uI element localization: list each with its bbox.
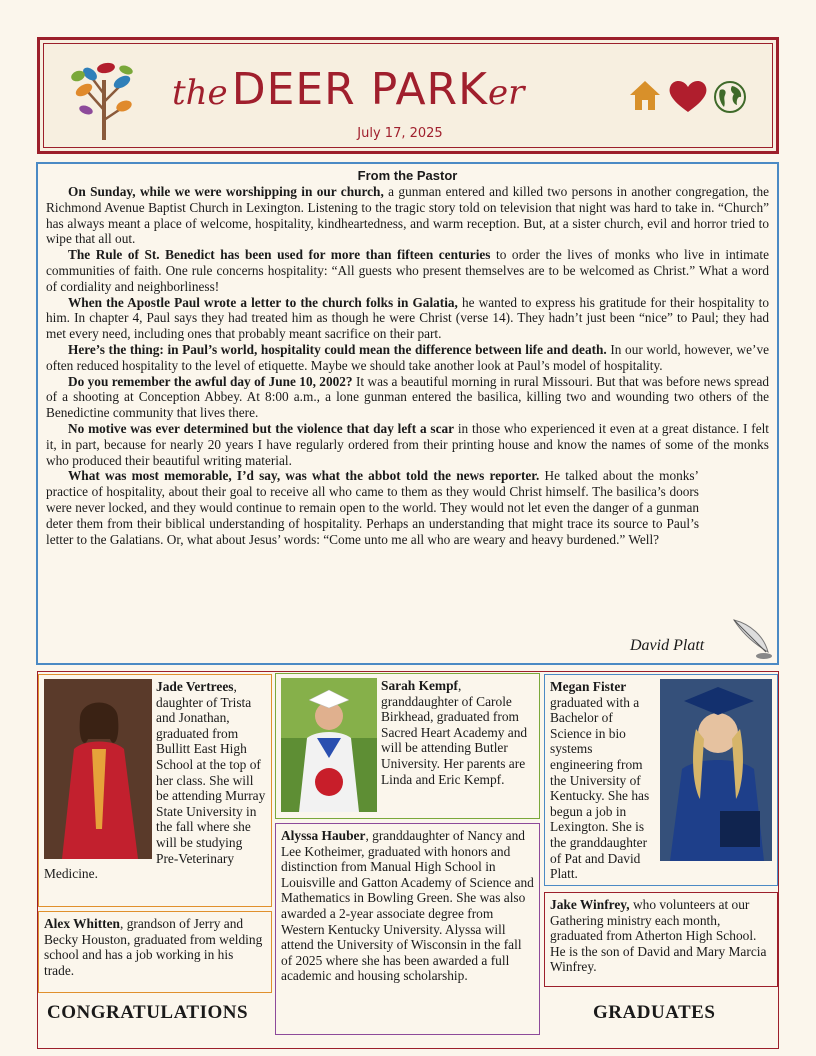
house-icon [628,78,662,112]
tree-logo [62,50,142,142]
globe-icon [712,80,748,114]
issue-date: July 17, 2025 [357,126,443,141]
title-main: DEER PARK [231,64,488,115]
pastor-paragraph: When the Apostle Paul wrote a letter to the church folks in Galatia, he wanted to express his gratitude for their hospitality to him. In chapter 4, Paul says they had treated him as though he were Christ (verse 14). They hadn’t just been “nice” to Paul; they had met every need, including ones that probably meant sacrifice on their part. [46,294,770,342]
newsletter-title [172,64,592,124]
graduate-bio: , grandson of Jerry and Becky Houston, graduated from welding school and has a job working in his trade. [44,916,263,978]
graduate-name: Alex Whitten [44,916,121,931]
graduate-card-jake [544,892,778,987]
graduate-card-alex [38,911,272,993]
pastor-column [36,162,779,665]
pastor-signature: David Platt [630,637,705,654]
graduate-photo [660,679,772,861]
graduate-photo [281,678,377,812]
graduate-name: Megan Fister [550,679,627,694]
graduate-card-jade [38,674,272,907]
heart-icon [667,78,709,114]
graduate-name: Jake Winfrey, [550,897,630,912]
pastor-heading: From the Pastor [357,168,458,183]
graduate-name: Sarah Kempf [381,678,458,693]
graduate-card-alyssa [275,823,540,1035]
graduate-name: Alyssa Hauber [281,828,366,843]
graduate-card-megan [544,674,778,886]
pastor-paragraph: Here’s the thing: in Paul’s world, hospitality could mean the difference between life and death. In our world, however, we’ve often reduced hospitality to the level of etiquette. Maybe we should take another look at Paul’s model of hospitality. [46,341,769,373]
pastor-paragraph: What was most memorable, I’d say, was what the abbot told the news reporter. He talked about the monks’ practice of hospitality, about their goal to receive all who came to them as they would Christ himself. The basilica’s doors were never locked, and they would continue to remain open to the world. They would not let even the danger of a gunman deter them from their biblical understanding of hospitality. Perhaps an understanding that might trace its source to Paul’s letter to the Galatians. Or, what about Jesus’ words: “Come unto me all who are weary and heavy burdened.” Well? [46,468,699,547]
quill-icon [730,616,774,660]
graduate-bio: who volunteers at our Gathering ministry each month, graduated from Atherton High School. He is the son of David and Mary Marcia Winfrey. [550,897,767,975]
graduate-bio: graduated with a Bachelor of Science in bio systems engineering from the University of Kentucky. She has begun a job in Lexington. She is the granddaughter of Pat and David Platt. [550,694,650,882]
graduate-bio: , granddaughter of Nancy and Lee Kotheimer, graduated with honors and distinction from Manual High School in Louisville and Gatton Academy of Science and Mathematics in Bowling Green. She was also awarded a 2-year associate degree from Western Kentucky University. Alyssa will attend the University of Wisconsin in the fall of 2025 where she has been awarded a full academic and housing scholarship. [281,828,534,984]
graduate-card-sarah [275,673,540,819]
graduate-name: Jade Vertrees [156,679,234,694]
title-prefix: the [172,73,228,113]
graduate-bio: , granddaughter of Carole Birkhead, graduated from Sacred Heart Academy and will be attending Butler University. Her parents are Linda and Eric Kempf. [381,678,528,787]
pastor-paragraph: No motive was ever determined but the violence that day left a scar in those who experienced it even at a great distance. I felt it, in part, because for nearly 20 years I have regularly ordered from their printing house and know the names of some of the monks who produced their beautiful writing material. [46,420,769,468]
graduates-label: GRADUATES [593,1002,716,1023]
pastor-paragraph: On Sunday, while we were worshipping in our church, a gunman entered and killed two persons in another congregation, the Richmond Avenue Baptist Church in Lexington. Listening to the tragic story told on television that night was hard to take in. “Church” has always meant a place of welcome, hospitality, kindheartedness, and warm reception. But, at a sister church, evil and horror tried to wipe that all out. [46,184,770,247]
pastor-paragraph: The Rule of St. Benedict has been used for more than fifteen centuries to order the lives of monks who live in intimate communities of faith. One rule concerns hospitality: “All guests who present themselves are to be welcomed as Christ.” What a word of cordiality and neighborliness! [46,247,769,294]
graduate-bio: , daughter of Trista and Jonathan, graduated from Bullitt East High School at the top of her class. She will be attending Murray State University in the fall where she will be studying Pre-Veterinary Medicine. [44,679,266,882]
pastor-paragraph: Do you remember the awful day of June 10, 2002? It was a beautiful morning in rural Missouri. But that was before news spread of a shooting at Conception Abbey. At 8:00 a.m., a lone gunman entered the basilica, killing two and wounding two others of the Benedictine community that lives there. [46,373,770,421]
congratulations-label: CONGRATULATIONS [47,1002,249,1023]
graduate-photo [44,679,152,859]
title-suffix: er [487,73,525,113]
